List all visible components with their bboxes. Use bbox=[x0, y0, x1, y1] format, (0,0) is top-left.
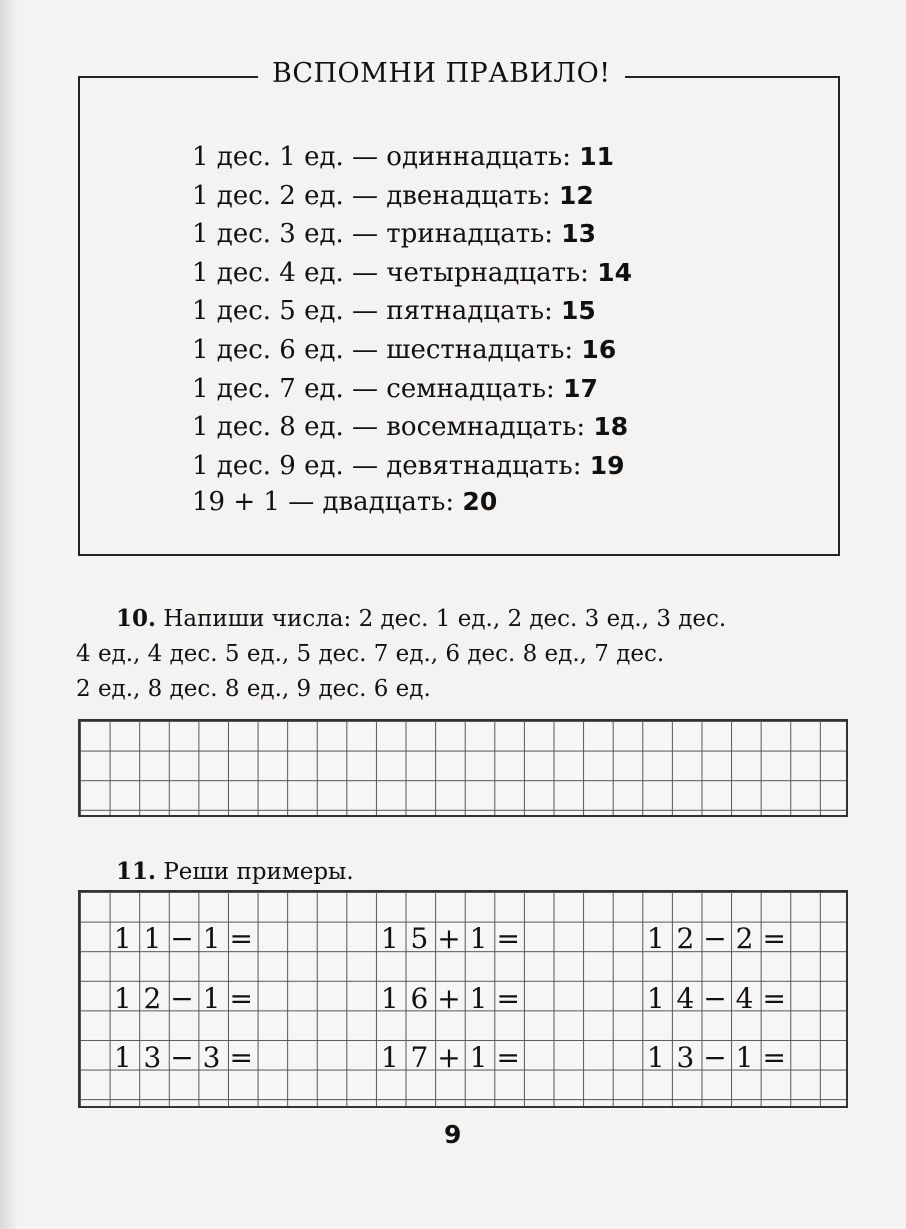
example-symbol: 1 bbox=[646, 922, 665, 955]
rule-item bbox=[192, 370, 632, 409]
example-symbol: 1 bbox=[380, 1041, 399, 1074]
rule-number: 11 bbox=[579, 142, 615, 171]
example-symbol: 1 bbox=[113, 922, 132, 955]
example-symbol: 3 bbox=[676, 1041, 695, 1074]
rule-number: 19 bbox=[589, 450, 625, 480]
example-symbol: 1 bbox=[380, 982, 399, 1015]
task-10-line-2: 4 ед., 4 дес. 5 ед., 5 дес. 7 ед., 6 дес. 8 ед., 7 дес. bbox=[76, 641, 665, 667]
example-symbol: = bbox=[762, 982, 786, 1015]
task-11 bbox=[116, 854, 354, 890]
example-symbol: 2 bbox=[676, 922, 695, 955]
rule-text: 1 дес. 1 ед. — одиннадцать: bbox=[192, 142, 580, 172]
rule-text: 1 дес. 2 ед. — двенадцать: bbox=[192, 180, 559, 211]
task-10-text-1: Напиши числа: 2 дес. 1 ед., 2 дес. 3 ед., 3 дес. bbox=[163, 606, 727, 632]
example-symbol: 2 bbox=[143, 982, 162, 1015]
rule-title: ВСПОМНИ ПРАВИЛО! bbox=[258, 58, 625, 89]
rule-number: 18 bbox=[593, 412, 629, 442]
example-symbol: = bbox=[762, 922, 786, 955]
example-symbol: − bbox=[703, 1041, 727, 1074]
example-symbol: = bbox=[496, 982, 520, 1015]
example-symbol: 1 bbox=[469, 982, 488, 1015]
rule-final-number: 20 bbox=[462, 487, 498, 516]
rule-number: 14 bbox=[597, 257, 633, 287]
example-symbol: + bbox=[437, 982, 461, 1015]
rule-item bbox=[192, 408, 632, 447]
example-symbol: 1 bbox=[469, 1041, 488, 1074]
task-10-line-1 bbox=[116, 601, 856, 637]
example-symbol: − bbox=[703, 922, 727, 955]
example-symbol: 1 bbox=[113, 1041, 132, 1074]
task-11-text: Реши примеры. bbox=[163, 859, 354, 885]
math-example bbox=[641, 922, 789, 955]
example-symbol: = bbox=[496, 922, 520, 955]
math-example bbox=[641, 982, 789, 1015]
task-10 bbox=[76, 601, 856, 707]
math-example bbox=[108, 922, 256, 955]
answer-grid-task-10[interactable] bbox=[78, 719, 848, 817]
task-number: 11. bbox=[116, 858, 157, 885]
rule-final-text: 19 + 1 — двадцать: bbox=[192, 487, 463, 517]
example-symbol: 1 bbox=[380, 922, 399, 955]
example-symbol: = bbox=[762, 1041, 786, 1074]
example-symbol: 4 bbox=[735, 982, 754, 1015]
rule-final-line bbox=[192, 487, 497, 517]
example-symbol: − bbox=[170, 1041, 194, 1074]
example-symbol: 6 bbox=[410, 982, 429, 1015]
rule-item bbox=[192, 254, 632, 293]
rule-number: 15 bbox=[561, 296, 596, 326]
example-symbol: + bbox=[437, 1041, 461, 1074]
example-symbol: 3 bbox=[202, 1041, 221, 1074]
rule-text: 1 дес. 5 ед. — пятнадцать: bbox=[192, 296, 562, 327]
example-symbol: 3 bbox=[143, 1041, 162, 1074]
rule-item bbox=[192, 215, 632, 254]
example-symbol: 7 bbox=[410, 1041, 429, 1074]
rule-text: 1 дес. 3 ед. — тринадцать: bbox=[192, 219, 562, 250]
rule-item bbox=[192, 138, 632, 177]
example-symbol: 1 bbox=[646, 982, 665, 1015]
example-symbol: 1 bbox=[469, 922, 488, 955]
rule-number: 16 bbox=[581, 334, 617, 364]
example-symbol: 1 bbox=[143, 922, 162, 955]
example-symbol: 1 bbox=[202, 922, 221, 955]
example-symbol: = bbox=[229, 922, 253, 955]
rule-item bbox=[192, 292, 632, 331]
rule-text: 1 дес. 6 ед. — шестнадцать: bbox=[192, 334, 582, 365]
example-symbol: 5 bbox=[410, 922, 429, 955]
rule-number: 12 bbox=[558, 180, 594, 210]
example-symbol: = bbox=[229, 1041, 253, 1074]
example-symbol: 1 bbox=[202, 982, 221, 1015]
task-10-line-3: 2 ед., 8 дес. 8 ед., 9 дес. 6 ед. bbox=[76, 676, 431, 702]
math-example bbox=[375, 1041, 523, 1074]
rule-text: 1 дес. 8 ед. — восемнадцать: bbox=[192, 412, 594, 443]
page-edge-shadow bbox=[0, 0, 18, 1229]
example-symbol: 4 bbox=[676, 982, 695, 1015]
example-symbol: 2 bbox=[735, 922, 754, 955]
math-example bbox=[375, 922, 523, 955]
rule-list bbox=[192, 138, 632, 485]
rule-text: 1 дес. 7 ед. — семнадцать: bbox=[192, 373, 564, 404]
example-symbol: = bbox=[496, 1041, 520, 1074]
rule-number: 13 bbox=[561, 219, 597, 249]
math-example bbox=[641, 1041, 789, 1074]
example-symbol: − bbox=[170, 982, 194, 1015]
task-number: 10. bbox=[116, 605, 157, 632]
rule-text: 1 дес. 9 ед. — девятнадцать: bbox=[192, 450, 590, 481]
math-example bbox=[108, 982, 256, 1015]
rule-item bbox=[192, 447, 632, 486]
example-symbol: = bbox=[229, 982, 253, 1015]
example-symbol: + bbox=[437, 922, 461, 955]
example-symbol: 1 bbox=[113, 982, 132, 1015]
example-symbol: − bbox=[703, 982, 727, 1015]
rule-text: 1 дес. 4 ед. — четырнадцать: bbox=[192, 257, 598, 288]
example-symbol: − bbox=[170, 922, 194, 955]
example-symbol: 1 bbox=[646, 1041, 665, 1074]
rule-number: 17 bbox=[563, 373, 598, 403]
example-symbol: 1 bbox=[735, 1041, 754, 1074]
rule-item bbox=[192, 177, 632, 216]
math-example bbox=[375, 982, 523, 1015]
page-number: 9 bbox=[444, 1120, 462, 1149]
rule-item bbox=[192, 331, 632, 370]
math-example bbox=[108, 1041, 256, 1074]
